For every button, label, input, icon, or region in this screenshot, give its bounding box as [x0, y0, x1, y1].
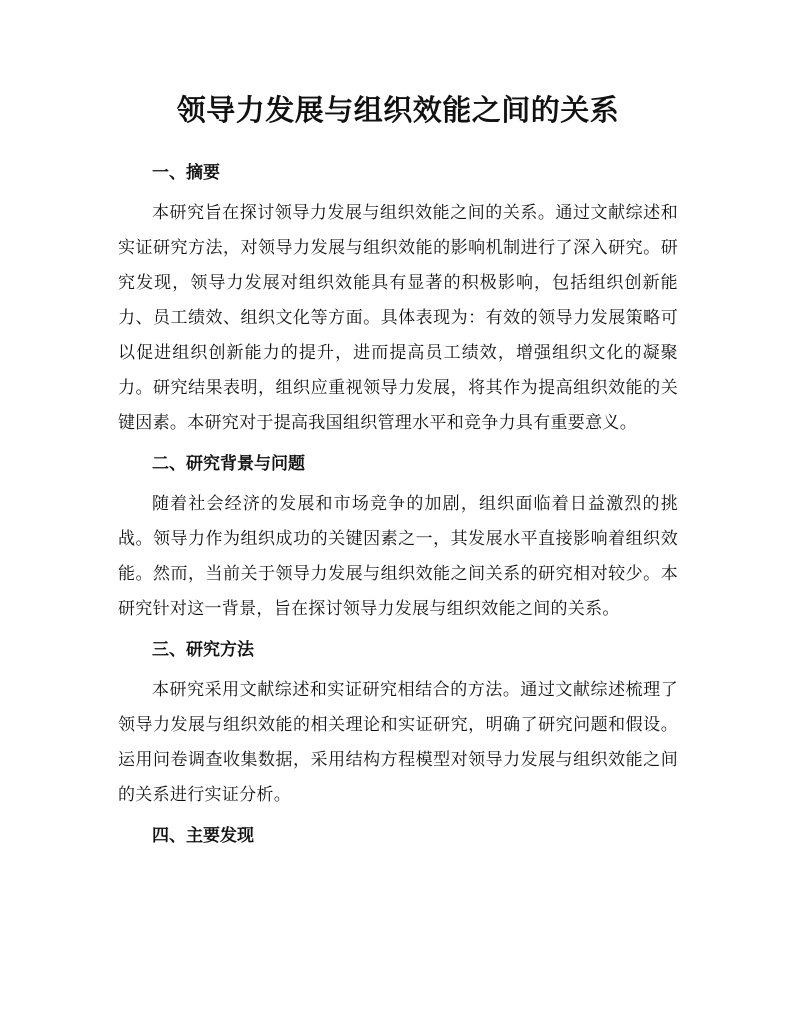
document-title: 领导力发展与组织效能之间的关系 — [176, 93, 620, 127]
section-heading: 四、主要发现 — [152, 826, 254, 846]
section-findings — [118, 819, 678, 853]
section-background — [118, 447, 678, 627]
section-paragraph: 本研究旨在探讨领导力发展与组织效能之间的关系。通过文献综述和实证研究方法，对领导力发展与组织效能的影响机制进行了深入研究。研究发现，领导力发展对组织效能具有显著的积极影响，包括组织创新能力、员工绩效、组织文化等方面。具体表现为：有效的领导力发展策略可以促进组织创新能力的提升，进而提高员工绩效，增强组织文化的凝聚力。研究结果表明，组织应重视领导力发展，将其作为提高组织效能的关键因素。本研究对于提高我国组织管理水平和竞争力具有重要意义。 — [118, 203, 678, 433]
section-paragraph: 随着社会经济的发展和市场竞争的加剧，组织面临着日益激烈的挑战。领导力作为组织成功的关键因素之一，其发展水平直接影响着组织效能。然而，当前关于领导力发展与组织效能之间关系的研究相对较少。本研究针对这一背景，旨在探讨领导力发展与组织效能之间的关系。 — [118, 494, 678, 619]
section-methods — [118, 633, 678, 813]
section-heading: 一、摘要 — [152, 163, 220, 183]
section-paragraph: 本研究采用文献综述和实证研究相结合的方法。通过文献综述梳理了领导力发展与组织效能的相关理论和实证研究，明确了研究问题和假设。运用问卷调查收集数据，采用结构方程模型对领导力发展与组织效能之间的关系进行实证分析。 — [118, 680, 678, 805]
section-heading: 三、研究方法 — [152, 640, 254, 660]
section-abstract — [118, 156, 678, 441]
document-page — [118, 88, 678, 859]
section-heading: 二、研究背景与问题 — [152, 454, 305, 474]
